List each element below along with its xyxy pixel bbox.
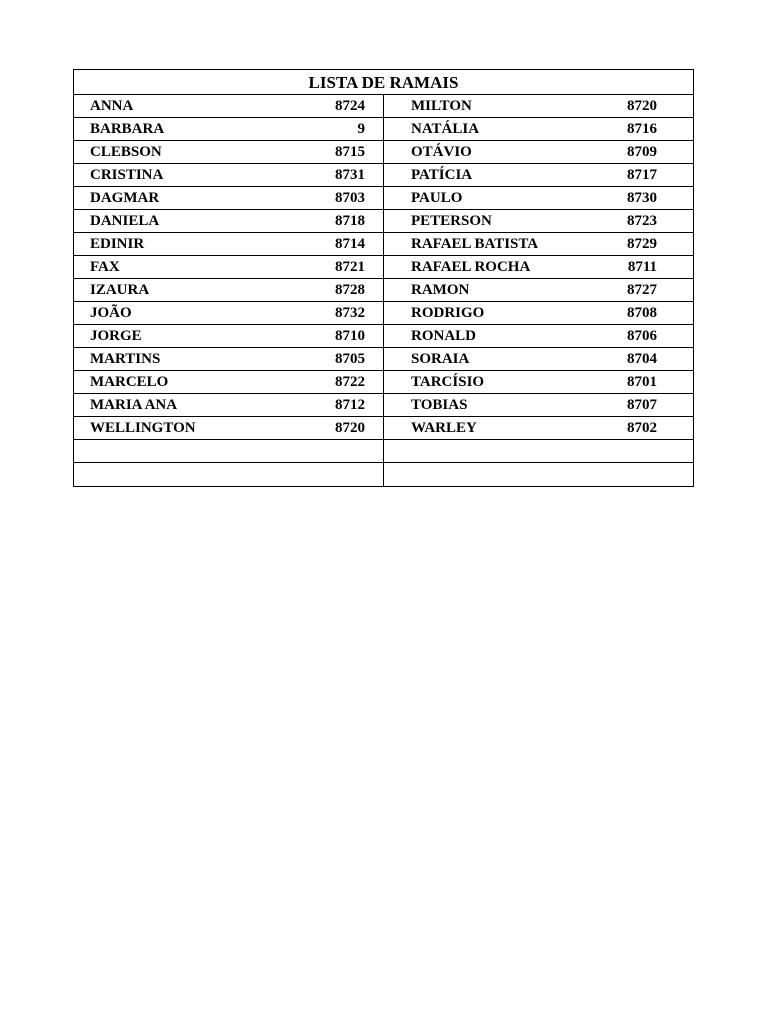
table-row bbox=[74, 463, 384, 486]
extension-number: 8706 bbox=[627, 328, 657, 344]
table-row bbox=[74, 279, 384, 302]
table-row bbox=[384, 164, 693, 187]
extension-number: 8704 bbox=[627, 351, 657, 367]
extension-number: 8720 bbox=[627, 98, 657, 114]
contact-name: EDINIR bbox=[90, 236, 145, 252]
table-row bbox=[74, 325, 384, 348]
table-row bbox=[74, 95, 384, 118]
table-row bbox=[74, 371, 384, 394]
table-row bbox=[74, 256, 384, 279]
extension-number: 8712 bbox=[335, 397, 365, 413]
extension-number: 8732 bbox=[335, 305, 365, 321]
table-row bbox=[384, 394, 693, 417]
table-row bbox=[384, 463, 693, 486]
table-row bbox=[74, 210, 384, 233]
table-row bbox=[74, 187, 384, 210]
extension-number: 8718 bbox=[335, 213, 365, 229]
contact-name: FAX bbox=[90, 259, 120, 275]
table-row bbox=[384, 371, 693, 394]
extension-number: 8728 bbox=[335, 282, 365, 298]
extension-number: 8724 bbox=[335, 98, 365, 114]
table-row bbox=[74, 302, 384, 325]
table-row bbox=[74, 440, 384, 463]
contact-name: RAMON bbox=[411, 282, 470, 298]
extension-number: 8710 bbox=[335, 328, 365, 344]
extension-grid bbox=[74, 95, 693, 486]
contact-name: WARLEY bbox=[411, 420, 477, 436]
contact-name: BARBARA bbox=[90, 121, 165, 137]
table-row bbox=[384, 302, 693, 325]
contact-name: MARTINS bbox=[90, 351, 161, 367]
table-row bbox=[384, 417, 693, 440]
extension-number: 8715 bbox=[335, 144, 365, 160]
table-row bbox=[384, 256, 693, 279]
contact-name: PETERSON bbox=[411, 213, 492, 229]
extension-number: 8703 bbox=[335, 190, 365, 206]
table-row bbox=[74, 394, 384, 417]
extension-number: 8730 bbox=[627, 190, 657, 206]
table-row bbox=[74, 164, 384, 187]
contact-name: DAGMAR bbox=[90, 190, 160, 206]
extension-number: 8709 bbox=[627, 144, 657, 160]
contact-name: MARIA ANA bbox=[90, 397, 178, 413]
table-title: LISTA DE RAMAIS bbox=[74, 70, 693, 95]
extension-number: 8727 bbox=[627, 282, 657, 298]
contact-name: CLEBSON bbox=[90, 144, 162, 160]
table-row bbox=[384, 95, 693, 118]
table-row bbox=[74, 348, 384, 371]
table-row bbox=[74, 233, 384, 256]
contact-name: WELLINGTON bbox=[90, 420, 196, 436]
table-row bbox=[384, 187, 693, 210]
extension-number: 8717 bbox=[627, 167, 657, 183]
extension-number: 8729 bbox=[627, 236, 657, 252]
extension-number: 8722 bbox=[335, 374, 365, 390]
extension-number: 8708 bbox=[627, 305, 657, 321]
contact-name: RAFAEL ROCHA bbox=[411, 259, 531, 275]
contact-name: PATÍCIA bbox=[411, 167, 473, 183]
table-row bbox=[384, 325, 693, 348]
contact-name: DANIELA bbox=[90, 213, 160, 229]
extension-number: 8705 bbox=[335, 351, 365, 367]
extension-number: 8711 bbox=[627, 259, 657, 275]
extension-number: 8720 bbox=[335, 420, 365, 436]
contact-name: MARCELO bbox=[90, 374, 169, 390]
table-row bbox=[74, 118, 384, 141]
table-row bbox=[384, 118, 693, 141]
contact-name: RODRIGO bbox=[411, 305, 485, 321]
table-row bbox=[384, 348, 693, 371]
contact-name: TOBIAS bbox=[411, 397, 468, 413]
extension-number: 9 bbox=[357, 121, 365, 137]
extension-number: 8721 bbox=[335, 259, 365, 275]
contact-name: JOÃO bbox=[90, 305, 132, 321]
contact-name: OTÁVIO bbox=[411, 144, 472, 160]
extension-number: 8723 bbox=[627, 213, 657, 229]
table-row bbox=[74, 417, 384, 440]
table-row bbox=[384, 279, 693, 302]
extension-number: 8702 bbox=[627, 420, 657, 436]
contact-name: MILTON bbox=[411, 98, 472, 114]
extension-number: 8731 bbox=[335, 167, 365, 183]
extension-list-table bbox=[73, 69, 694, 487]
contact-name: TARCÍSIO bbox=[411, 374, 485, 390]
contact-name: SORAIA bbox=[411, 351, 470, 367]
extension-number: 8707 bbox=[627, 397, 657, 413]
contact-name: IZAURA bbox=[90, 282, 150, 298]
contact-name: CRISTINA bbox=[90, 167, 164, 183]
table-row bbox=[384, 233, 693, 256]
extension-number: 8716 bbox=[627, 121, 657, 137]
contact-name: RONALD bbox=[411, 328, 477, 344]
contact-name: ANNA bbox=[90, 98, 134, 114]
table-row bbox=[74, 141, 384, 164]
contact-name: RAFAEL BATISTA bbox=[411, 236, 539, 252]
contact-name: PAULO bbox=[411, 190, 463, 206]
extension-number: 8714 bbox=[335, 236, 365, 252]
table-row bbox=[384, 141, 693, 164]
contact-name: JORGE bbox=[90, 328, 142, 344]
table-row bbox=[384, 440, 693, 463]
extension-number: 8701 bbox=[627, 374, 657, 390]
table-row bbox=[384, 210, 693, 233]
contact-name: NATÁLIA bbox=[411, 121, 480, 137]
